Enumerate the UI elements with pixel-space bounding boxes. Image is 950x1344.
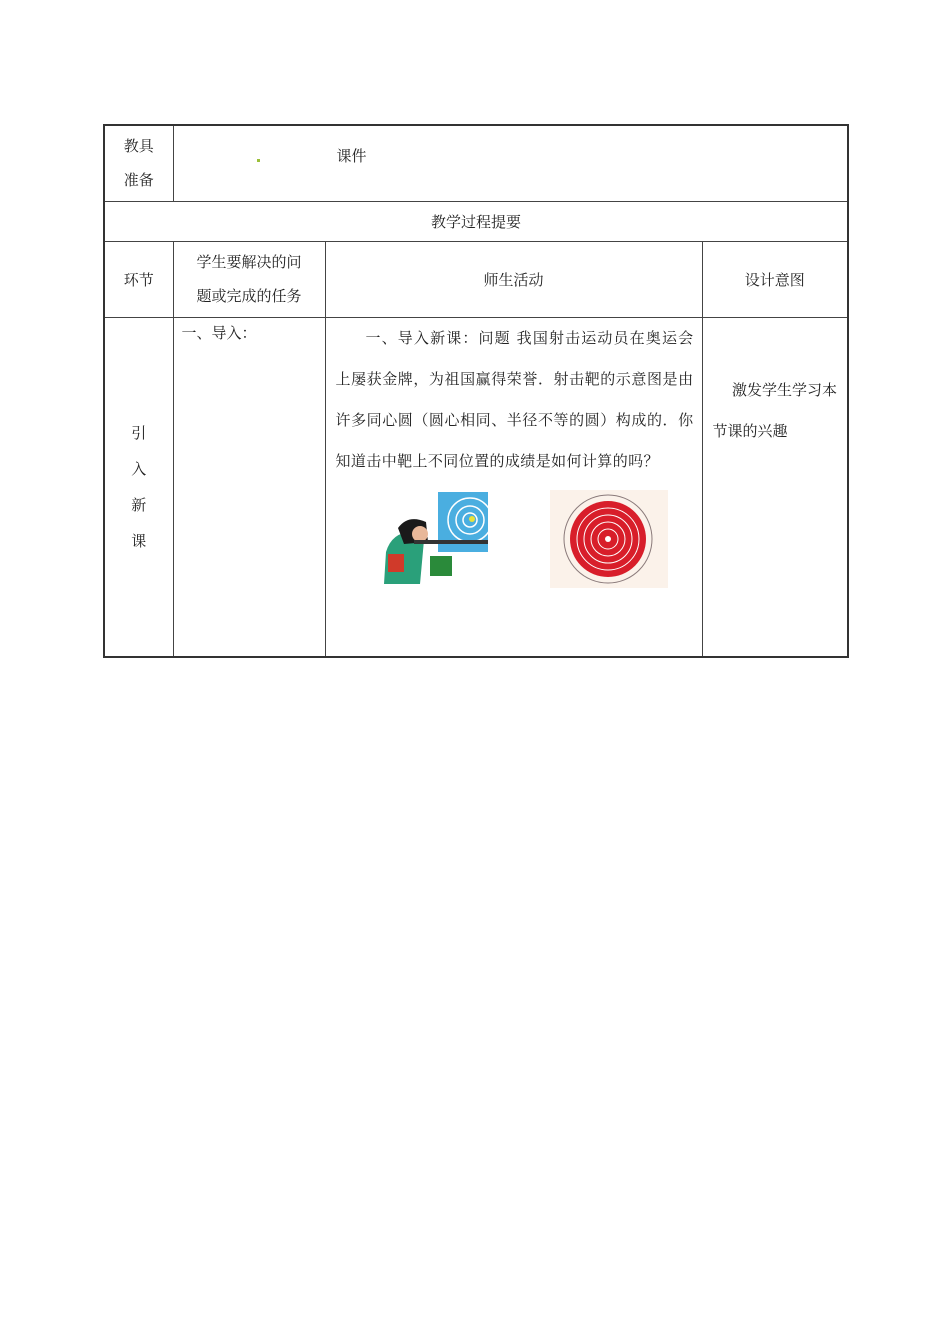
illustrations [336,490,694,600]
header-stage: 环节 [104,241,173,317]
stage-char: 引 [131,423,147,442]
stage-char: 新 [131,495,147,514]
task-cell: 一、导入： [173,317,325,657]
stage-char: 入 [131,459,147,478]
prep-text: 课件 [336,147,367,165]
header-row [104,241,848,317]
header-task: 学生要解决的问 题或完成的任务 [173,241,325,317]
header-intent: 设计意图 [702,241,848,317]
header-activity: 师生活动 [325,241,702,317]
lesson-plan-table [103,124,849,658]
shooter-image [368,492,488,592]
activity-cell [325,317,702,657]
intent-text: 激发学生学习本节课的兴趣 [712,380,838,440]
intent-cell [702,317,848,657]
activity-text: 一、导入新课：问题 我国射击运动员在奥运会上屡获金牌，为祖国赢得荣誉．射击靶的示意图是由许多同心圆（圆心相同、半径不等的圆）构成的．你知道击中靶上不同位置的成绩是如何计算的吗？ [335,328,694,470]
score-label: 10.5 [493,535,513,547]
intro-row [104,317,848,657]
bullet-dot [257,159,260,162]
process-title-row [104,201,848,241]
prep-label: 教具 准备 [104,125,173,201]
prep-content [173,125,848,201]
target-image [550,490,670,590]
prep-row [104,125,848,201]
process-title: 教学过程提要 [104,201,848,241]
stage-char: 课 [131,531,147,550]
stage-cell [104,317,173,657]
